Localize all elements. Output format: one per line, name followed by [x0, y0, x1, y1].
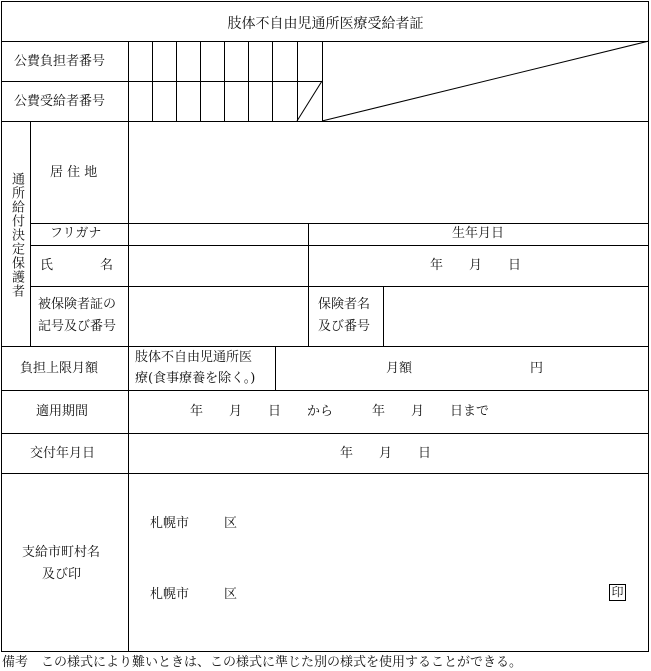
limit-label: 負担上限月額: [20, 361, 99, 376]
ward-label-1: 区: [224, 516, 238, 531]
insured-card-label-2: 記号及び番号: [38, 319, 117, 334]
guardian-section-label: 通所給付決定保護者: [9, 172, 24, 298]
municipality-label-1: 支給市町村名: [22, 545, 101, 560]
footer-note: 備考 この様式により難いときは、この様式に準じた別の様式を使用することができる。: [2, 655, 523, 670]
yen-label: 円: [530, 361, 544, 376]
certificate-title: 肢体不自由児通所医療受給者証: [227, 16, 424, 32]
limit-category-2: 療(食事療養を除く。): [135, 371, 256, 386]
furigana-label: フリガナ: [50, 226, 102, 241]
insurer-label-2: 及び番号: [318, 319, 371, 334]
issue-date-label: 交付年月日: [30, 446, 96, 461]
diagonal-strike: [322, 41, 649, 121]
period-value: 年 月 日 から 年 月 日まで: [190, 404, 490, 419]
insurer-label-1: 保険者名: [318, 297, 371, 312]
payer-number-label: 公費負担者番号: [14, 54, 106, 69]
limit-category-1: 肢体不自由児通所医: [135, 350, 253, 365]
recipient-number-label: 公費受給者番号: [14, 94, 106, 109]
ward-label-2: 区: [224, 587, 238, 602]
address-label: 居 住 地: [50, 165, 98, 180]
city-name-1: 札幌市: [150, 516, 190, 531]
name-label-1: 氏: [40, 258, 54, 273]
monthly-amount-label: 月額: [386, 361, 413, 376]
birthdate-label: 生年月日: [452, 226, 505, 241]
diagonal-strike: [297, 81, 322, 121]
seal-mark: 印: [609, 584, 626, 601]
period-label: 適用期間: [36, 404, 89, 419]
name-label-2: 名: [100, 258, 114, 273]
city-name-2: 札幌市: [150, 587, 190, 602]
insured-card-label-1: 被保険者証の: [38, 297, 117, 312]
birthdate-value: 年 月 日: [430, 258, 522, 273]
issue-date-value: 年 月 日: [340, 446, 432, 461]
municipality-label-2: 及び印: [42, 567, 82, 582]
